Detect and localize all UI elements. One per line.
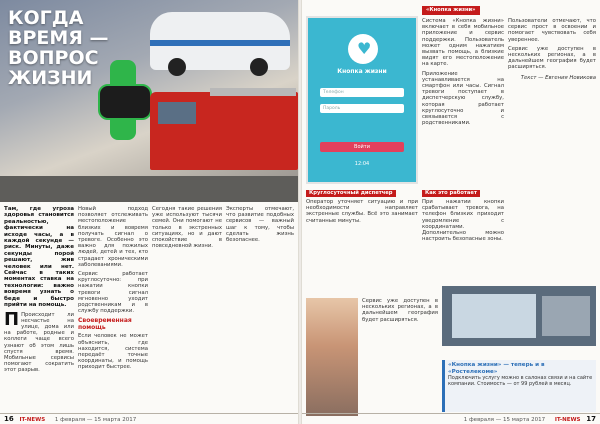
article-subheading: Своевременная помощь <box>78 317 132 332</box>
article-text: Сервис уже доступен в нескольких регионах, а в дальнейшем география будет расширяться. <box>362 298 438 323</box>
article-intro: П Происходит ли несчастье на улице, дома или на работе, родные и коллеги чаще всего узнают об этом лишь спустя время. Мобильные сервисы помогают сократить этот разрыв. <box>4 308 74 374</box>
phone-field: Телефон <box>320 88 404 97</box>
section-tag: «Кнопка жизни» <box>422 6 480 15</box>
info-box-title: «Кнопка жизни» — теперь и в «Ростелекоме» <box>448 362 545 375</box>
article-subheading: Круглосуточный диспетчер <box>306 190 396 197</box>
article-text: Если человек не может объяснить, где находится, система передаёт точные координаты, и помощь приходит быстрее. <box>78 333 148 371</box>
article-column-b <box>306 188 418 224</box>
heart-icon <box>348 34 378 64</box>
article-lead: Там, где угроза здоровья становится реальностью, фактически на исходе часы, а в каждой секунде — риск. Минуты, даже секунды порой решают, жив человек или нет. Сейчас в таких моментах ставка на технологии: важно вовремя узнать о беде и быстро прийти на помощь. <box>4 206 74 309</box>
hero-image <box>0 0 298 202</box>
article-column-3 <box>152 206 222 249</box>
page-footer <box>302 413 600 424</box>
article-text: Сегодня такие решения уже используют тысячи семей. Они помогают не только в экстренных ситуациях, но и дают спокойствие в повседневной жизни. <box>152 206 222 250</box>
issue-date: 1 февраля — 15 марта 2017 <box>54 417 137 423</box>
page-headline: КОГДА ВРЕМЯ — ВОПРОС ЖИЗНИ <box>8 7 109 89</box>
article-text: Новый подход позволяет отслеживать местоположение близких и вовремя получать сигнал о тревоге. Особенно это важно для пожилых людей, детей и тех, кто страдает хроническими заболеваниями. <box>78 206 148 268</box>
article-column-c <box>422 188 504 242</box>
publication-name: IT-NEWS <box>554 417 581 423</box>
page-number: 17 <box>586 415 596 423</box>
article-text: Сервис уже доступен в нескольких регионах, а в дальнейшем география будет расширяться. <box>508 45 596 71</box>
tv-photo <box>442 286 596 346</box>
police-car-illustration <box>150 12 290 70</box>
dropcap: П <box>4 308 20 330</box>
article-text: Сервис работает круглосуточно: при нажатии кнопки тревоги сигнал мгновенно уходит родственникам и в службу поддержки. <box>78 271 148 315</box>
article-column-d <box>508 18 596 81</box>
article-text: Система «Кнопка жизни» включает в себя мобильное приложение и сервис поддержки. Пользователь может одним нажатием вызвать помощь, а близкие видят его местоположение на карте. <box>422 18 504 68</box>
page-number: 16 <box>4 415 14 423</box>
app-clock: 12:04 <box>354 161 370 167</box>
article-text: Пользователи отмечают, что сервис прост в освоении и помогает чувствовать себя увереннее. <box>508 18 596 43</box>
password-field: Пароль <box>320 104 404 113</box>
article-column-2 <box>78 206 148 371</box>
issue-date: 1 февраля — 15 марта 2017 <box>463 417 546 423</box>
hands-photo <box>306 298 358 416</box>
article-column-e <box>362 298 438 323</box>
left-page <box>0 0 298 424</box>
page-footer <box>0 413 298 424</box>
article-author: Текст — Евгения Новикова <box>520 74 596 81</box>
article-column-a <box>422 18 504 126</box>
app-title: Кнопка жизни <box>337 68 387 75</box>
article-text: Приложение устанавливается на смартфон или часы. Сигнал тревоги поступает в диспетчерскую службу, которая работает круглосуточно и связывается с родственниками. <box>422 70 504 127</box>
info-box-body: Подключить услугу можно в салонах связи и на сайте компании. Стоимость — от 99 рублей в месяц. <box>448 375 593 387</box>
article-subheading: Как это работает <box>422 190 480 197</box>
fire-truck-illustration <box>150 92 298 170</box>
right-page <box>302 0 600 424</box>
article-column-4 <box>226 206 294 243</box>
login-button: Войти <box>320 142 404 152</box>
article-text: Эксперты отмечают, что развитие подобных сервисов — важный шаг к тому, чтобы сделать жизнь безопаснее. <box>226 206 294 244</box>
app-screenshot <box>306 16 418 184</box>
article-column-1 <box>4 206 74 374</box>
article-text: Оператор уточняет ситуацию и при необходимости направляет экстренные службы. Всё это занимает считанные минуты. <box>306 199 418 224</box>
info-box <box>442 360 596 412</box>
publication-name: IT-NEWS <box>19 417 46 423</box>
article-text: При нажатии кнопки срабатывает тревога, на телефон близких приходит уведомление с координатами. Дополнительно можно настроить безопасные зоны. <box>422 199 504 243</box>
